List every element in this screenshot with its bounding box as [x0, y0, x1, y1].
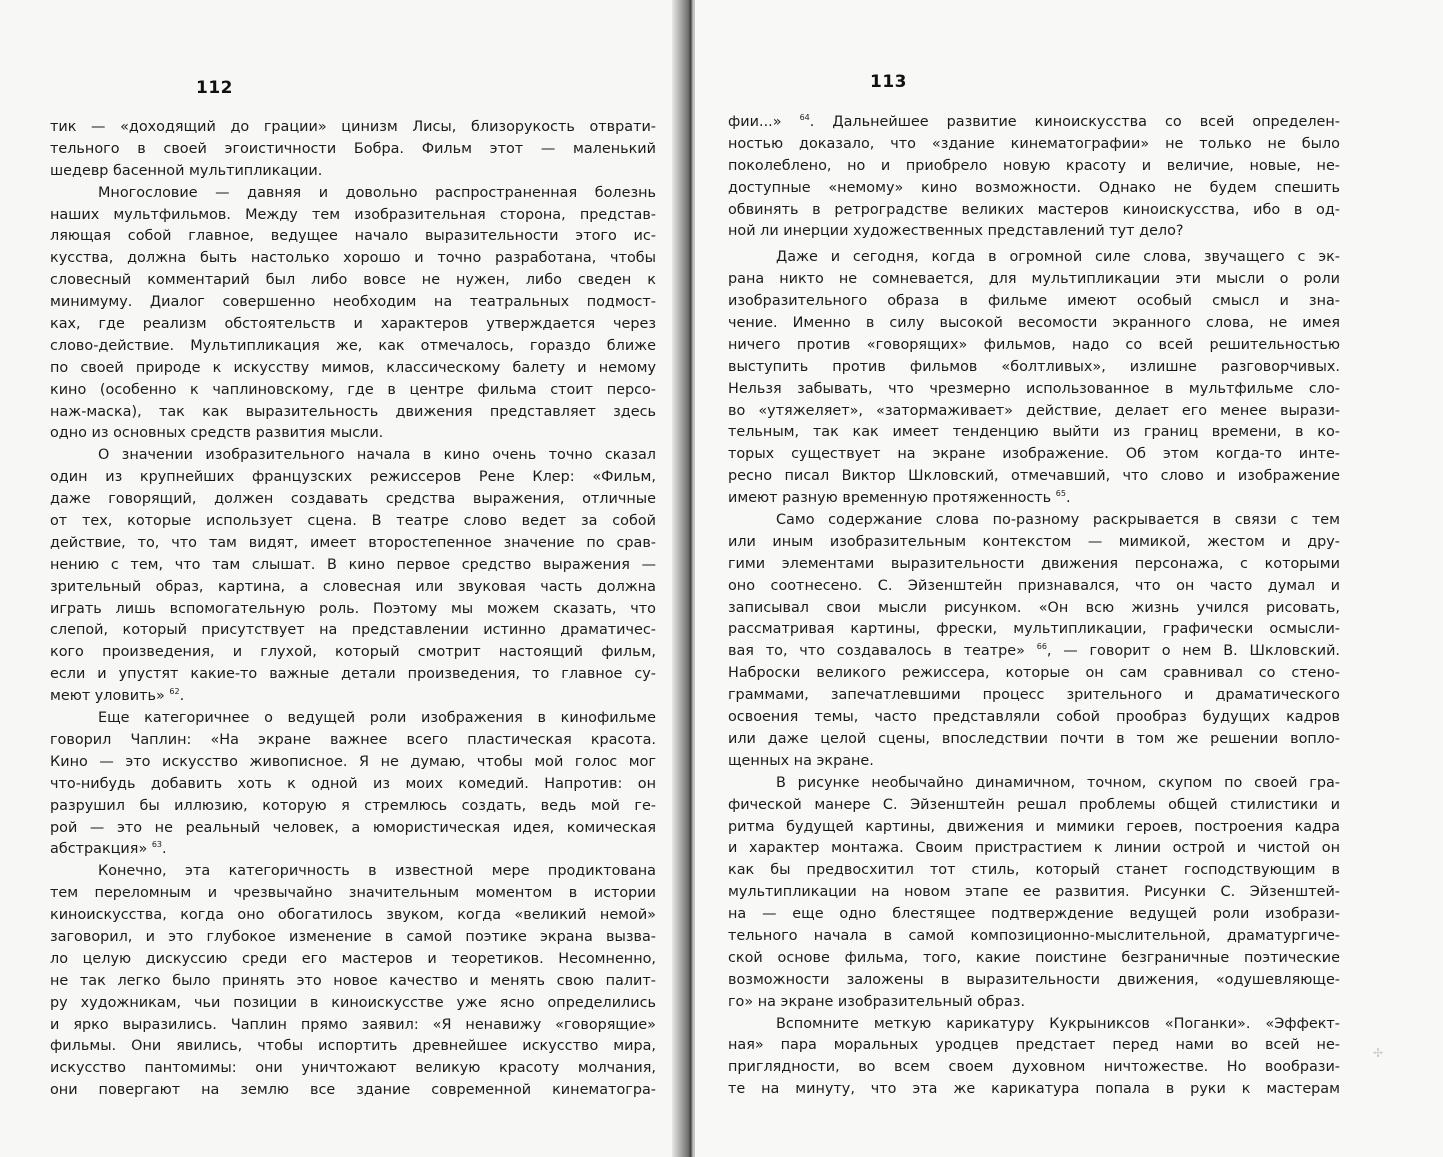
- text-line: тем переломным и чрезвычайно значительным моментом в истории: [50, 885, 656, 902]
- text-line: Даже и сегодня, когда в огромной силе слова, звучащего с эк-: [776, 249, 1340, 266]
- text-line: поколеблено, но и приобрело новую красоту и величие, новые, не-: [728, 157, 1340, 174]
- text-line: и ярко выразились. Чаплин прямо заявил: «Я ненавижу «говорящие»: [50, 1016, 656, 1033]
- text-line: не так легко было принять это новое качество и менять свою палит-: [50, 972, 656, 989]
- text-line: Нельзя забывать, что чрезмерно использованное в мультфильме сло-: [728, 380, 1340, 397]
- text-line: те на минуту, что эта же карикатура попала в руки к мастерам: [728, 1081, 1340, 1098]
- text-fragment: фии...»: [728, 114, 782, 130]
- text-line: оно соотнесено. С. Эйзенштейн признавался, что он часто думал и: [728, 577, 1340, 594]
- text-fragment: . Дальнейшее развитие киноискусства со всей определен-: [809, 114, 1340, 130]
- text-line: записывал свои мысли рисунком. «Он всю жизнь учился рисовать,: [728, 599, 1340, 616]
- text-line: по своей природе к искусству мимов, классическому балету и немому: [50, 359, 656, 376]
- text-fragment: абстракция»: [50, 841, 148, 858]
- text-line: доступные «немому» кино возможности. Однако не будем спешить: [728, 179, 1340, 196]
- text-fragment: вая то, что создавалось в театре»: [728, 643, 1025, 660]
- paragraph: [50, 445, 656, 708]
- text-line: кого произведения, и глухой, который смотрит настоящий фильм,: [50, 644, 656, 661]
- text-line: Само содержание слова по-разному раскрывается в связи с тем: [776, 512, 1340, 529]
- text-line: если и упустят какие-то важные детали произведения, то главное су-: [50, 666, 656, 683]
- paragraph: [728, 773, 1340, 1014]
- text-line: тельного начала в самой композиционно-мыслительной, драматургиче-: [728, 927, 1340, 944]
- text-line: чение. Именно в силу высокой весомости экранного слова, не имея: [728, 315, 1340, 332]
- text-line: тельного в своей эгоистичности Бобра. Фильм этот — маленький: [50, 140, 656, 157]
- text-line: имеют разную временную протяженность $^{65}$.: [728, 489, 1071, 507]
- text-line: говорил Чаплин: «На экране важнее всего пластическая красота.: [50, 731, 656, 748]
- text-line: фической манере С. Эйзенштейн решал проблемы общей стилистики и: [728, 796, 1340, 813]
- text-line: минимуму. Диалог совершенно необходим на театральных подмост-: [50, 294, 656, 311]
- text-line: одно из основных средств развития мысли.: [50, 425, 384, 442]
- text-line: В рисунке необычайно динамичном, точном, скупом по своей гра-: [776, 774, 1340, 791]
- text-line: рана никто не сомневается, для мультипликации эти мысли о роли: [728, 271, 1340, 288]
- text-line: О значении изобразительного начала в кино очень точно сказал: [98, 447, 656, 464]
- text-line: что-нибудь добавить хоть к одной из моих комедий. Напротив: он: [50, 775, 656, 792]
- text-line: разрушил бы иллюзию, которую я стремлюсь создать, ведь мой ге-: [50, 797, 656, 814]
- text-fragment: , — говорит о нем В. Шкловский.: [1046, 643, 1340, 660]
- text-line: Многословие — давняя и довольно распространенная болезнь: [98, 184, 656, 201]
- text-line: даже говорящий, должен создавать средства выражения, отличные: [50, 491, 656, 508]
- text-line: Вспомните меткую карикатуру Кукрыниксов «Поганки». «Эффект-: [776, 1015, 1340, 1032]
- text-line: ресно писал Виктор Шкловский, отмечавший, что слово и изображение: [728, 468, 1340, 485]
- text-line: щенных на экране.: [728, 752, 874, 769]
- text-line: они повергают на землю все здание современной кинематогра-: [50, 1082, 656, 1099]
- text-line: торых существует на экране изображение. Об этом когда-то инте-: [728, 446, 1340, 463]
- footnote-ref: 62: [169, 687, 180, 697]
- paragraph: [50, 861, 656, 1102]
- text-line: искусство пантомимы: они уничтожают великую красоту молчания,: [50, 1060, 656, 1077]
- text-line: кино (особенно к чаплиновскому, где в центре фильма стоит персо-: [50, 381, 656, 398]
- text-line: во «утяжеляет», «затормаживает» действие, делает его менее вырази-: [728, 402, 1340, 419]
- text-line: ру художникам, чьи позиции в киноискусстве уже ясно определились: [50, 994, 656, 1011]
- paragraph: [50, 117, 656, 183]
- text-line: играть лишь вспомогательную роль. Поэтому мы можем сказать, что: [50, 600, 656, 617]
- text-line: наших мультфильмов. Между тем изобразительная сторона, представ-: [50, 206, 656, 223]
- text-line: заговорил, и это глубокое изменение в самой поэтике экрана вызва-: [50, 928, 656, 945]
- text-line: ная» пара моральных уродцев предстает перед нами во всей не-: [728, 1037, 1340, 1054]
- text-line: го» на экране изобразительный образ.: [728, 993, 1026, 1010]
- text-line: как бы предвосхитил тот стиль, который станет господствующим в: [728, 862, 1340, 879]
- text-line: один из крупнейших французских режиссеров Рене Клер: «Фильм,: [50, 469, 656, 486]
- text-line: граммами, запечатлевшими процесс зрительного и драматического: [728, 687, 1340, 704]
- text-line: гими элементами выразительности движения персонажа, с которыми: [728, 555, 1340, 572]
- paragraph: [50, 708, 656, 861]
- text-line: ской основе фильма, того, какие поистине безграничные поэтические: [728, 949, 1340, 966]
- text-line: рой — это не реальный человек, а юмористическая идея, комическая: [50, 819, 656, 836]
- text-line: приглядности, во всем своем духовном ничтожестве. Но вообрази-: [728, 1059, 1340, 1076]
- text-line: тик — «доходящий до грации» цинизм Лисы, близорукость отврати-: [50, 119, 656, 135]
- text-line: изобразительного образа в фильме имеют особый смысл и зна-: [728, 293, 1340, 310]
- text-line: нению с тем, что там слышат. В кино первое средство выражения —: [50, 556, 656, 573]
- text-line: и характер монтажа. Своим пристрастием к линии острой и чистой он: [728, 840, 1340, 857]
- right-page: [695, 0, 1443, 1157]
- text-line: ничего против «говорящих» фильмов, надо со всей решительностью: [728, 336, 1340, 353]
- left-page: [0, 0, 680, 1157]
- text-line: ляющая собой главное, ведущее начало выразительности этого ис-: [50, 228, 656, 245]
- text-line: меют уловить» $^{62}$.: [50, 687, 185, 705]
- text-line: тельным, так как имеет тенденцию выйти из границ времени, в ко-: [728, 424, 1340, 441]
- footnote-ref: 65: [1055, 489, 1066, 499]
- text-line: фильмы. Они явились, чтобы испортить древнейшее искусство мира,: [50, 1038, 656, 1055]
- text-line: шедевр басенной мультипликации.: [50, 162, 323, 179]
- text-line: возможности заложены в выразительности движения, «одушевляюще-: [728, 971, 1340, 988]
- text-line: слепой, который присутствует на представлении истинно драматичес-: [50, 622, 656, 639]
- text-line: словесный комментарий был либо вовсе не нужен, либо сведен к: [50, 272, 656, 289]
- page-number: 112: [196, 78, 233, 98]
- text-line: Конечно, эта категоричность в известной мере продиктована: [98, 863, 656, 880]
- paragraph: [728, 247, 1340, 510]
- page-text: [728, 112, 1340, 1101]
- footnote-ref: 64: [799, 113, 810, 122]
- text-line: Еще категоричнее о ведущей роли изображения в кинофильме: [98, 710, 656, 727]
- footnote-ref: 66: [1036, 642, 1047, 652]
- paragraph: [728, 1014, 1340, 1102]
- footnote-ref: 63: [151, 840, 163, 850]
- text-line: Наброски великого режиссера, которые он сам сравнивал со стено-: [728, 665, 1340, 682]
- page-text: [50, 117, 656, 1102]
- text-line: ритма будущей картины, движения и мимики героев, построения кадра: [728, 818, 1340, 835]
- text-line: [728, 112, 1340, 134]
- text-line: или иным изобразительным контекстом — мимикой, жестом и дру-: [728, 533, 1340, 550]
- text-line: ностью доказало, что «здание кинематографии» не только не было: [728, 135, 1340, 152]
- text-line: киноискусства, когда оно обогатилось звуком, когда «великий немой»: [50, 907, 656, 924]
- text-line: от тех, которые использует сцена. В театре слово ведет за собой: [50, 513, 656, 530]
- text-line: зрительный образ, картина, а словесная или звуковая часть должна: [50, 578, 656, 595]
- paragraph: [728, 510, 1340, 773]
- text-line: наж-маска), так как выразительность движения представляет здесь: [50, 403, 656, 420]
- text-line: абстракция» $^{63}$.: [50, 840, 167, 858]
- text-line: обвинять в ретроградстве великих мастеров киноискусства, ибо в од-: [728, 201, 1340, 218]
- text-line: рассматривая картины, фрески, мультипликации, графически осмысли-: [728, 621, 1340, 638]
- text-line: действие, то, что там видят, имеет второстепенное значение по срав-: [50, 534, 656, 551]
- text-line: выступить против фильмов «болтливых», излишне разговорчивых.: [728, 358, 1340, 375]
- page-number: 113: [870, 72, 907, 92]
- text-fragment: имеют разную временную протяженность: [728, 490, 1052, 507]
- text-line: Кино — это искусство живописное. Я не думаю, чтобы мой голос мог: [50, 753, 656, 770]
- paragraph: [50, 183, 656, 446]
- text-line: мультипликации на новом этапе ее развития. Рисунки С. Эйзенштей-: [728, 884, 1340, 901]
- text-fragment: меют уловить»: [50, 688, 165, 705]
- text-line: освоения темы, часто представляли собой прообраз будущих кадров: [728, 709, 1340, 726]
- text-line: ло целую дискуссию среди его мастеров и теоретиков. Несомненно,: [50, 950, 656, 967]
- text-line: кусства, должна быть настолько хорошо и точно разработана, чтобы: [50, 250, 656, 267]
- text-line: ной ли инерции художественных представлений тут дело?: [728, 223, 1184, 240]
- paragraph: [728, 112, 1340, 243]
- text-line: [728, 641, 1340, 663]
- text-line: слово-действие. Мультипликация же, как отмечалось, гораздо ближе: [50, 337, 656, 354]
- text-line: или даже целой сцены, впоследствии почти в том же решении вопло-: [728, 730, 1340, 747]
- scan-speck: ✢: [1373, 1046, 1384, 1060]
- text-line: на — еще одно блестящее подтверждение ведущей роли изобрази-: [728, 906, 1340, 923]
- text-line: ках, где реализм обстоятельств и характеров утверждается через: [50, 316, 656, 333]
